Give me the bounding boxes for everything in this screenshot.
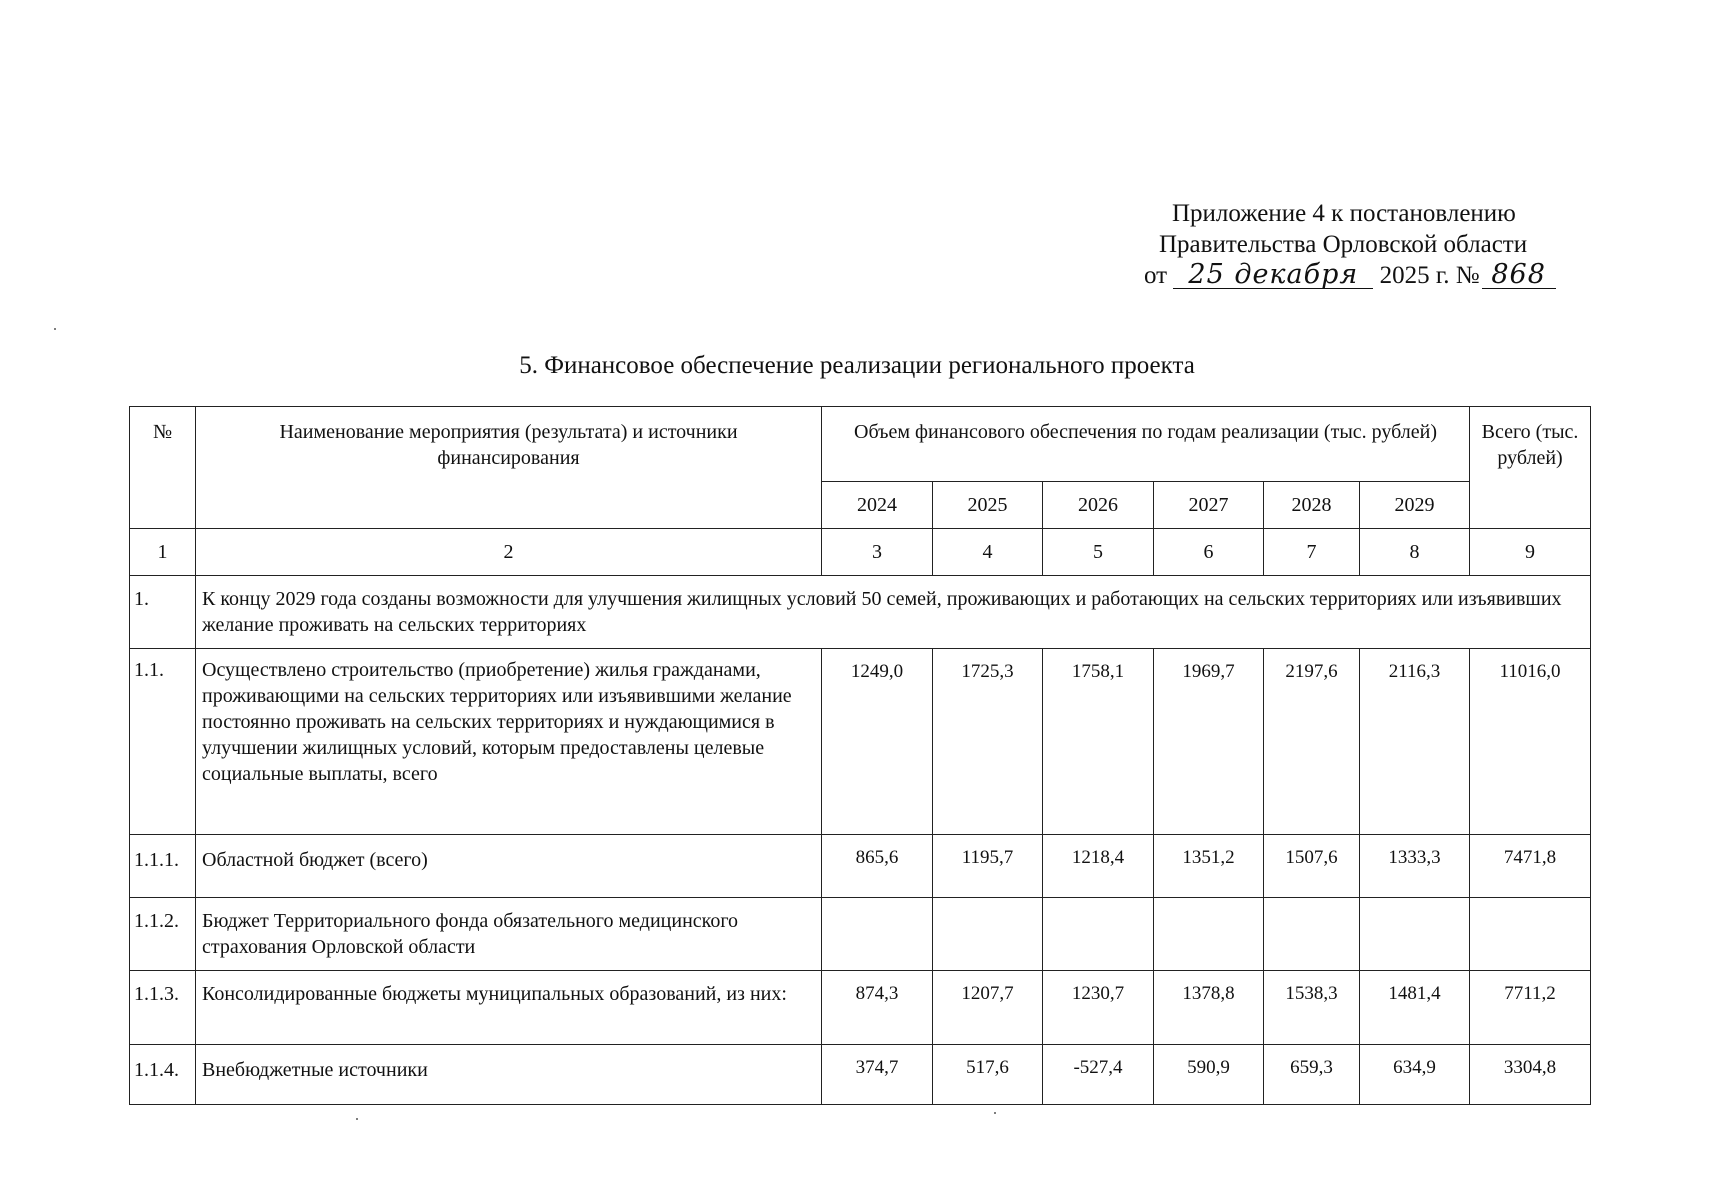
column-number-row [130,529,1591,576]
column-number: 2 [196,529,822,576]
row-code: 1.1.2. [130,898,196,971]
row-name: Бюджет Территориального фонда обязательного медицинского страхования Орловской области [196,898,822,971]
value-2027: 590,9 [1154,1045,1264,1105]
table-row [130,835,1591,898]
appendix-line-2: Правительства Орловской области [1159,231,1528,258]
column-number: 3 [822,529,933,576]
row-name: Внебюджетные источники [196,1045,822,1105]
header-name: Наименование мероприятия (результата) и источники финансирования [196,407,822,529]
header-year: 2024 [822,482,933,529]
financing-table [129,406,1591,1105]
value-2025: 1207,7 [933,971,1043,1045]
row-code: 1.1. [130,649,196,835]
value-2028: 659,3 [1264,1045,1360,1105]
value-2025: 1725,3 [933,649,1043,835]
header-row-top [130,407,1591,482]
value-2029: 1481,4 [1360,971,1470,1045]
handwritten-date: 25 декабря [1173,262,1373,289]
header-year: 2026 [1043,482,1154,529]
header-volume: Объем финансового обеспечения по годам реализации (тыс. рублей) [822,407,1470,482]
column-number: 5 [1043,529,1154,576]
header-year: 2028 [1264,482,1360,529]
value-2025: 517,6 [933,1045,1043,1105]
value-2027: 1351,2 [1154,835,1264,898]
value-2024: 374,7 [822,1045,933,1105]
header-number-sign: № [130,407,196,529]
handwritten-number: 868 [1482,262,1556,289]
column-number: 6 [1154,529,1264,576]
value-2029: 634,9 [1360,1045,1470,1105]
column-number: 1 [130,529,196,576]
value-2026 [1043,898,1154,971]
value-2029: 2116,3 [1360,649,1470,835]
row-code: 1.1.4. [130,1045,196,1105]
value-2028: 2197,6 [1264,649,1360,835]
value-total [1470,898,1591,971]
table-row [130,971,1591,1045]
column-number: 7 [1264,529,1360,576]
value-2029: 1333,3 [1360,835,1470,898]
value-2027: 1378,8 [1154,971,1264,1045]
table-row [130,649,1591,835]
goal-text: К концу 2029 года созданы возможности для улучшения жилищных условий 50 семей, проживающих и работающих на сельских территориях или изъявивших желание проживать на сельских территориях [196,576,1591,649]
table-row [130,1045,1591,1105]
appendix-date-prefix: от [1144,262,1168,289]
value-2025 [933,898,1043,971]
header-year: 2029 [1360,482,1470,529]
value-total: 7471,8 [1470,835,1591,898]
value-2029 [1360,898,1470,971]
value-total: 3304,8 [1470,1045,1591,1105]
value-2027 [1154,898,1264,971]
appendix-year-number-label: 2025 г. № [1379,262,1480,289]
column-number: 9 [1470,529,1591,576]
appendix-line-3 [1144,260,1556,291]
row-name: Консолидированные бюджеты муниципальных образований, из них: [196,971,822,1045]
row-code: 1.1.3. [130,971,196,1045]
column-number: 4 [933,529,1043,576]
row-name: Областной бюджет (всего) [196,835,822,898]
value-2028: 1538,3 [1264,971,1360,1045]
column-number: 8 [1360,529,1470,576]
value-2026: -527,4 [1043,1045,1154,1105]
header-year: 2027 [1154,482,1264,529]
value-total: 11016,0 [1470,649,1591,835]
value-2024: 1249,0 [822,649,933,835]
row-name: Осуществлено строительство (приобретение) жилья гражданами, проживающими на сельских территориях или изъявившими желание постоянно проживать на сельских территориях и нуждающимися в улучшении жилищных условий, которым предоставлены целевые социальные выплаты, всего [196,649,822,835]
value-2024 [822,898,933,971]
row-code: 1.1.1. [130,835,196,898]
header-total: Всего (тыс. рублей) [1470,407,1591,529]
value-total: 7711,2 [1470,971,1591,1045]
value-2024: 874,3 [822,971,933,1045]
goal-code: 1. [130,576,196,649]
value-2026: 1218,4 [1043,835,1154,898]
scan-speck [54,328,56,330]
value-2024: 865,6 [822,835,933,898]
table-row [130,898,1591,971]
header-year: 2025 [933,482,1043,529]
value-2028 [1264,898,1360,971]
value-2026: 1230,7 [1043,971,1154,1045]
value-2026: 1758,1 [1043,649,1154,835]
value-2028: 1507,6 [1264,835,1360,898]
appendix-line-1: Приложение 4 к постановлению [1172,200,1516,227]
goal-row [130,576,1591,649]
scan-speck [356,1118,358,1120]
scan-speck [994,1112,996,1114]
value-2025: 1195,7 [933,835,1043,898]
value-2027: 1969,7 [1154,649,1264,835]
document-title: 5. Финансовое обеспечение реализации регионального проекта [519,352,1195,379]
